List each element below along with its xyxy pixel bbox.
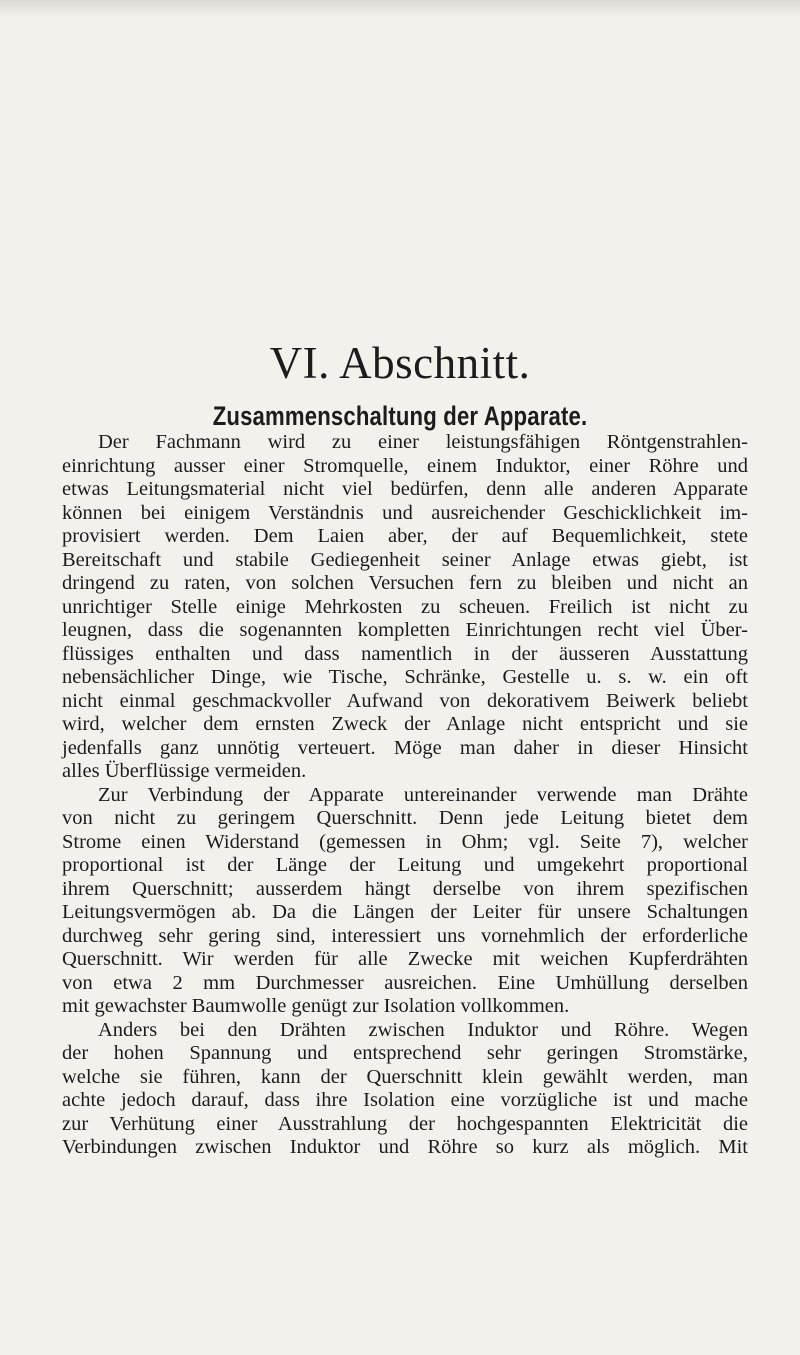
- text-line: alles Überflüssige vermeiden.: [62, 760, 307, 782]
- text-line: Strome einen Widerstand (gemessen in Ohm; vgl. Seite 7), welcher: [62, 830, 748, 853]
- text-line: nicht einmal geschmackvoller Aufwand von dekorativem Beiwerk beliebt: [62, 689, 748, 712]
- text-line: proportional ist der Länge der Leitung und umgekehrt proportional: [62, 854, 748, 876]
- text-line: Anders bei den Drähten zwischen Induktor und Röhre. Wegen: [98, 1018, 748, 1041]
- text-line: dringend zu raten, von solchen Versuchen fern zu bleiben und nicht an: [62, 572, 748, 594]
- text-line: Leitungsvermögen ab. Da die Längen der Leiter für unsere Schaltungen: [62, 901, 748, 923]
- text-line: provisiert werden. Dem Laien aber, der auf Bequemlichkeit, stete: [62, 525, 748, 547]
- body-text: [62, 431, 748, 1160]
- text-line: Verbindungen zwischen Induktor und Röhre so kurz als möglich. Mit: [62, 1136, 748, 1158]
- text-line: Querschnitt. Wir werden für alle Zwecke mit weichen Kupferdrähten: [62, 948, 748, 970]
- paragraph: [62, 784, 748, 1019]
- text-line: nebensächlicher Dinge, wie Tische, Schränke, Gestelle u. s. w. ein oft: [62, 666, 748, 688]
- text-line: mit gewachster Baumwolle genügt zur Isolation vollkommen.: [62, 995, 570, 1017]
- text-line: unrichtiger Stelle einige Mehrkosten zu scheuen. Freilich ist nicht zu: [62, 595, 748, 618]
- paragraph: [62, 1019, 748, 1160]
- text-line: der hohen Spannung und entsprechend sehr geringen Stromstärke,: [62, 1042, 748, 1064]
- text-line: wird, welcher dem ernsten Zweck der Anlage nicht entspricht und sie: [62, 713, 748, 735]
- text-line: können bei einigem Verständnis und ausreichender Geschicklichkeit im-: [62, 501, 748, 524]
- text-line: zur Verhütung einer Ausstrahlung der hochgespannten Elektricität die: [62, 1112, 748, 1135]
- text-line: Der Fachmann wird zu einer leistungsfähigen Röntgenstrahlen-: [98, 431, 748, 453]
- paragraph: [62, 431, 748, 784]
- text-line: durchweg sehr gering sind, interessiert uns vornehmlich der erforderliche: [62, 924, 748, 947]
- text-line: jedenfalls ganz unnötig verteuert. Möge man daher in dieser Hinsicht: [62, 736, 748, 759]
- text-line: leugnen, dass die sogenannten kompletten Einrichtungen recht viel Über-: [62, 619, 748, 641]
- section-title: Zusammenschaltung der Apparate.: [212, 401, 588, 431]
- text-line: achte jedoch darauf, dass ihre Isolation eine vorzügliche ist und mache: [62, 1089, 748, 1111]
- text-line: von etwa 2 mm Durchmesser ausreichen. Eine Umhüllung derselben: [62, 971, 748, 994]
- text-line: Bereitschaft und stabile Gediegenheit seiner Anlage etwas giebt, ist: [62, 548, 748, 571]
- text-line: ihrem Querschnitt; ausserdem hängt derselbe von ihrem spezifischen: [62, 877, 748, 900]
- text-line: welche sie führen, kann der Querschnitt klein gewählt werden, man: [62, 1065, 748, 1088]
- text-line: Zur Verbindung der Apparate untereinander verwende man Drähte: [98, 783, 748, 806]
- chapter-heading: VI. Abschnitt.: [269, 338, 531, 388]
- text-line: flüssiges enthalten und dass namentlich in der äusseren Ausstattung: [62, 642, 748, 665]
- text-line: etwas Leitungsmaterial nicht viel bedürfen, denn alle anderen Apparate: [62, 478, 748, 500]
- scan-shadow: [0, 0, 800, 18]
- text-line: von nicht zu geringem Querschnitt. Denn jede Leitung bietet dem: [62, 807, 748, 829]
- text-line: einrichtung ausser einer Stromquelle, einem Induktor, einer Röhre und: [62, 454, 748, 477]
